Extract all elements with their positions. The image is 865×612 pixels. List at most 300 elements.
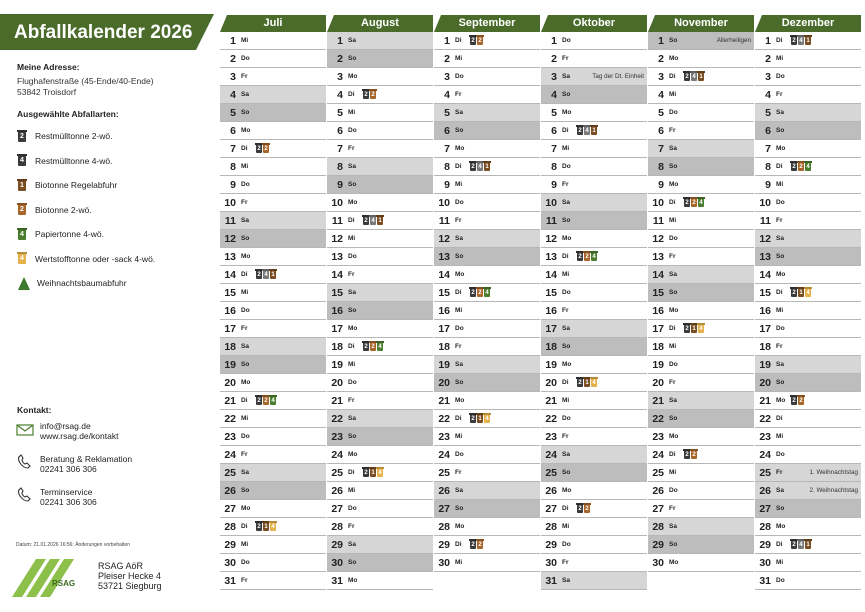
day-number: 5 — [230, 106, 236, 119]
day-row — [648, 374, 754, 392]
weekday: Fr — [455, 217, 462, 224]
day-row — [434, 338, 540, 356]
contact-email[interactable]: info@rsag.de — [40, 421, 91, 431]
day-row — [648, 230, 754, 248]
address-heading: Meine Adresse: — [17, 62, 80, 72]
day-number: 25 — [545, 466, 557, 479]
weekday: Di — [241, 523, 248, 530]
contact-service2-row — [16, 487, 97, 507]
day-row — [755, 500, 861, 518]
weekday: Mo — [562, 235, 572, 242]
day-number: 10 — [759, 196, 771, 209]
day-number: 14 — [331, 268, 343, 281]
day-row — [434, 32, 540, 50]
day-row — [541, 536, 647, 554]
bio-regel-icon: 1 — [271, 272, 275, 278]
day-number: 19 — [224, 358, 236, 371]
day-number: 29 — [545, 538, 557, 551]
weekday: Sa — [562, 577, 570, 584]
day-number: 6 — [230, 124, 236, 137]
weekday: So — [241, 361, 250, 368]
weekday: So — [455, 127, 464, 134]
day-number: 7 — [337, 142, 343, 155]
day-number: 16 — [331, 304, 343, 317]
day-number: 4 — [230, 88, 236, 101]
day-row — [541, 248, 647, 266]
month-name: Dezember — [781, 17, 835, 29]
day-number: 31 — [331, 574, 343, 587]
restmuell-2-icon: 2 — [792, 38, 796, 44]
legend-item — [18, 251, 155, 267]
day-row — [541, 32, 647, 50]
day-number: 23 — [545, 430, 557, 443]
bio-2-icon: 2 — [799, 164, 803, 170]
weekday: Fr — [241, 451, 248, 458]
day-number: 28 — [545, 520, 557, 533]
weekday: Do — [562, 289, 571, 296]
month-column — [755, 15, 861, 590]
service2-phone[interactable]: 02241 306 306 — [40, 497, 97, 507]
papier-4-icon: 4 — [699, 200, 703, 206]
day-row — [327, 536, 433, 554]
day-number: 6 — [551, 124, 557, 137]
day-row — [327, 482, 433, 500]
weekday: Fr — [455, 343, 462, 350]
day-number: 8 — [230, 160, 236, 173]
day-row — [327, 212, 433, 230]
month-column — [327, 15, 433, 590]
day-row — [220, 176, 326, 194]
day-number: 18 — [545, 340, 557, 353]
weekday: Mo — [455, 145, 465, 152]
day-number: 13 — [438, 250, 450, 263]
phone-icon — [16, 454, 36, 470]
legend-item — [18, 128, 112, 144]
weekday: So — [241, 235, 250, 242]
day-number: 1 — [765, 34, 771, 47]
weekday: Mo — [562, 487, 572, 494]
day-number: 20 — [759, 376, 771, 389]
weekday: Do — [348, 253, 357, 260]
day-row — [755, 230, 861, 248]
day-number: 14 — [224, 268, 236, 281]
day-number: 12 — [652, 232, 664, 245]
day-number: 8 — [337, 160, 343, 173]
weekday: Mo — [562, 109, 572, 116]
weekday: Sa — [562, 199, 570, 206]
weekday: Do — [562, 541, 571, 548]
day-number: 27 — [331, 502, 343, 515]
weekday: Di — [455, 37, 462, 44]
day-number: 3 — [765, 70, 771, 83]
day-number: 28 — [224, 520, 236, 533]
pickup-bins — [469, 36, 483, 45]
day-number: 21 — [652, 394, 664, 407]
day-number: 26 — [652, 484, 664, 497]
month-name: Oktober — [572, 17, 616, 29]
weekday: Sa — [241, 91, 249, 98]
day-number: 20 — [438, 376, 450, 389]
day-number: 23 — [331, 430, 343, 443]
bio-regel-icon: 1 — [592, 128, 596, 134]
wertstoff-4-icon: 4 — [378, 470, 382, 476]
day-row — [541, 122, 647, 140]
weekday: Mi — [241, 541, 249, 548]
pickup-bins — [255, 396, 276, 405]
day-number: 1 — [230, 34, 236, 47]
weekday: Fr — [776, 469, 783, 476]
day-row — [541, 104, 647, 122]
day-number: 14 — [759, 268, 771, 281]
pickup-bins — [790, 540, 811, 549]
weekday: Do — [776, 199, 785, 206]
day-row — [648, 554, 754, 572]
papier-4-icon: 4 — [18, 229, 26, 240]
wertstoff-4-icon: 4 — [806, 290, 810, 296]
day-row — [541, 356, 647, 374]
day-number: 30 — [652, 556, 664, 569]
day-number: 21 — [545, 394, 557, 407]
day-number: 16 — [224, 304, 236, 317]
day-number: 22 — [331, 412, 343, 425]
day-number: 25 — [759, 466, 771, 479]
day-row — [434, 554, 540, 572]
weekday: Mi — [669, 91, 677, 98]
org-street: Pleiser Hecke 4 — [98, 571, 162, 581]
weekday: Sa — [669, 145, 677, 152]
weekday: Mi — [669, 343, 677, 350]
day-number: 24 — [652, 448, 664, 461]
weekday: Mo — [241, 253, 251, 260]
restmuell-2-icon: 2 — [792, 290, 796, 296]
weekday: Mo — [669, 307, 679, 314]
day-number: 12 — [759, 232, 771, 245]
restmuell-4-icon: 4 — [264, 272, 268, 278]
day-row — [327, 230, 433, 248]
weekday: Mi — [241, 415, 249, 422]
day-row — [648, 482, 754, 500]
weekday: Fr — [669, 127, 676, 134]
day-number: 9 — [230, 178, 236, 191]
day-number: 27 — [545, 502, 557, 515]
weekday: Di — [241, 271, 248, 278]
day-number: 16 — [652, 304, 664, 317]
holiday-note: 2. Weihnachtstag — [809, 487, 858, 494]
holiday-note: 1. Weihnachtstag — [809, 469, 858, 476]
day-number: 26 — [224, 484, 236, 497]
weekday: Do — [241, 433, 250, 440]
weekday: Sa — [562, 73, 570, 80]
restmuell-2-icon: 2 — [685, 452, 689, 458]
day-row — [755, 518, 861, 536]
day-number: 11 — [438, 214, 450, 227]
weekday: Mi — [241, 163, 249, 170]
pickup-bins — [683, 324, 704, 333]
day-row — [648, 338, 754, 356]
pickup-bins — [362, 342, 383, 351]
weekday: Di — [776, 289, 783, 296]
weekday: Mi — [669, 469, 677, 476]
papier-4-icon: 4 — [485, 290, 489, 296]
day-row — [434, 284, 540, 302]
weekday: Mi — [348, 109, 356, 116]
day-row — [327, 302, 433, 320]
day-number: 3 — [444, 70, 450, 83]
day-number: 11 — [545, 214, 557, 227]
day-number: 16 — [545, 304, 557, 317]
day-number: 25 — [224, 466, 236, 479]
day-row — [327, 68, 433, 86]
weekday: Mi — [776, 55, 784, 62]
weekday: Di — [455, 415, 462, 422]
contact-web[interactable]: www.rsag.de/kontakt — [40, 431, 119, 441]
day-row — [220, 86, 326, 104]
papier-4-icon: 4 — [271, 398, 275, 404]
legend-item — [18, 226, 104, 242]
day-row — [220, 320, 326, 338]
day-row — [327, 320, 433, 338]
day-row — [648, 122, 754, 140]
day-row — [541, 572, 647, 590]
weekday: Mi — [348, 361, 356, 368]
weekday: Di — [455, 289, 462, 296]
day-number: 19 — [331, 358, 343, 371]
day-row — [327, 356, 433, 374]
day-number: 29 — [438, 538, 450, 551]
day-row — [755, 140, 861, 158]
day-row — [434, 446, 540, 464]
bio-regel-icon: 1 — [806, 38, 810, 44]
weekday: Sa — [776, 109, 784, 116]
day-row — [755, 158, 861, 176]
restmuell-4-icon: 4 — [692, 74, 696, 80]
legend-label: Biotonne Regelabfuhr — [35, 180, 118, 190]
weekday: Do — [562, 37, 571, 44]
weekday: Sa — [562, 325, 570, 332]
weekday: Fr — [669, 505, 676, 512]
weekday: Do — [241, 55, 250, 62]
restmuell-2-icon: 2 — [792, 164, 796, 170]
day-row — [327, 32, 433, 50]
day-row — [541, 374, 647, 392]
weekday: Mi — [455, 433, 463, 440]
bio-2-icon: 2 — [692, 452, 696, 458]
day-number: 6 — [658, 124, 664, 137]
day-number: 30 — [331, 556, 343, 569]
day-number: 18 — [331, 340, 343, 353]
day-row — [541, 320, 647, 338]
day-row — [327, 194, 433, 212]
day-number: 23 — [652, 430, 664, 443]
day-number: 19 — [545, 358, 557, 371]
weekday: Fr — [455, 91, 462, 98]
weekday: So — [669, 37, 678, 44]
weekday: Do — [455, 199, 464, 206]
month-header — [220, 15, 326, 32]
weekday: Fr — [348, 397, 355, 404]
weekday: Mo — [562, 361, 572, 368]
weekday: Mo — [348, 577, 358, 584]
bio-2-icon: 2 — [264, 398, 268, 404]
day-number: 22 — [545, 412, 557, 425]
day-number: 4 — [337, 88, 343, 101]
day-row — [327, 266, 433, 284]
weekday: Sa — [348, 415, 356, 422]
org-address — [98, 561, 162, 591]
day-number: 8 — [444, 160, 450, 173]
day-row — [434, 320, 540, 338]
weekday: Di — [669, 199, 676, 206]
bio-regel-icon: 1 — [264, 524, 268, 530]
day-row — [220, 212, 326, 230]
day-row — [755, 572, 861, 590]
org-name: RSAG AöR — [98, 561, 144, 571]
day-row — [434, 500, 540, 518]
day-number: 3 — [658, 70, 664, 83]
weekday: Sa — [776, 235, 784, 242]
address-line-1: Flughafenstraße (45-Ende/40-Ende) — [17, 76, 154, 86]
weekday: Di — [562, 253, 569, 260]
day-row — [648, 68, 754, 86]
contact-service1-row — [16, 454, 132, 474]
day-row — [434, 86, 540, 104]
legend-label: Restmülltonne 4-wö. — [35, 155, 113, 166]
weekday: Mi — [562, 397, 570, 404]
day-number: 10 — [331, 196, 343, 209]
day-number: 27 — [759, 502, 771, 515]
weekday: Do — [669, 109, 678, 116]
weekday: Mo — [776, 271, 786, 278]
pickup-bins — [255, 522, 276, 531]
restmuell-2-icon: 2 — [578, 380, 582, 386]
weekday: Sa — [776, 361, 784, 368]
day-row — [541, 194, 647, 212]
weekday: Mi — [241, 289, 249, 296]
weekday: So — [348, 559, 357, 566]
weekday: Do — [669, 487, 678, 494]
day-row — [220, 140, 326, 158]
legend-label: Weihnachtsbaumabfuhr — [37, 278, 127, 288]
day-number: 22 — [438, 412, 450, 425]
weekday: So — [776, 505, 785, 512]
day-number: 17 — [545, 322, 557, 335]
day-number: 8 — [551, 160, 557, 173]
day-number: 22 — [652, 412, 664, 425]
day-row — [755, 356, 861, 374]
weekday: Do — [455, 451, 464, 458]
bio-2-icon: 2 — [478, 542, 482, 548]
weekday: So — [669, 289, 678, 296]
day-row — [434, 356, 540, 374]
day-row — [434, 68, 540, 86]
day-row — [541, 230, 647, 248]
day-number: 15 — [545, 286, 557, 299]
weekday: Sa — [669, 397, 677, 404]
legend-item — [18, 202, 92, 218]
weekday: So — [776, 379, 785, 386]
day-row — [434, 50, 540, 68]
day-row — [220, 518, 326, 536]
weekday: Di — [776, 541, 783, 548]
day-row — [648, 86, 754, 104]
rsag-logo — [12, 557, 82, 597]
day-row — [648, 518, 754, 536]
day-row — [327, 446, 433, 464]
day-number: 30 — [545, 556, 557, 569]
weekday: Sa — [348, 163, 356, 170]
day-number: 10 — [224, 196, 236, 209]
day-row — [327, 572, 433, 590]
month-column — [434, 15, 540, 572]
day-row — [434, 518, 540, 536]
bio-regel-icon: 1 — [585, 380, 589, 386]
logo-shape — [12, 557, 82, 597]
weekday: Do — [241, 307, 250, 314]
day-number: 14 — [438, 268, 450, 281]
pickup-bins — [362, 468, 383, 477]
weekday: Do — [455, 325, 464, 332]
weekday: So — [241, 487, 250, 494]
pickup-bins — [362, 90, 376, 99]
bio-2-icon: 2 — [371, 92, 375, 98]
weekday: Mo — [776, 145, 786, 152]
day-number: 9 — [444, 178, 450, 191]
day-number: 16 — [438, 304, 450, 317]
day-number: 12 — [224, 232, 236, 245]
day-number: 24 — [224, 448, 236, 461]
day-row — [541, 518, 647, 536]
weekday: So — [776, 127, 785, 134]
pickup-bins — [790, 36, 811, 45]
weekday: Sa — [455, 361, 463, 368]
day-number: 19 — [438, 358, 450, 371]
day-row — [648, 392, 754, 410]
weekday: Mi — [776, 181, 784, 188]
day-row — [434, 230, 540, 248]
day-number: 26 — [759, 484, 771, 497]
legend-item — [18, 177, 117, 193]
bio-2-icon: 2 — [371, 344, 375, 350]
day-row — [648, 428, 754, 446]
weekday: Do — [348, 379, 357, 386]
contact-heading: Kontakt: — [17, 405, 52, 415]
day-number: 9 — [658, 178, 664, 191]
month-header — [541, 15, 647, 32]
service1-phone[interactable]: 02241 306 306 — [40, 464, 97, 474]
weekday: Di — [776, 163, 783, 170]
restmuell-2-icon: 2 — [471, 38, 475, 44]
day-row — [755, 86, 861, 104]
weekday: Fr — [348, 523, 355, 530]
weekday: Mi — [348, 487, 356, 494]
day-number: 29 — [759, 538, 771, 551]
day-row — [220, 464, 326, 482]
day-row — [648, 356, 754, 374]
day-row — [648, 464, 754, 482]
wertstoff-4-icon: 4 — [18, 253, 26, 264]
day-row — [327, 104, 433, 122]
address-line-2: 53842 Troisdorf — [17, 87, 77, 97]
wertstoff-4-icon: 4 — [271, 524, 275, 530]
restmuell-4-icon: 4 — [478, 164, 482, 170]
day-row — [220, 194, 326, 212]
day-row — [541, 446, 647, 464]
day-number: 28 — [331, 520, 343, 533]
day-row — [220, 284, 326, 302]
day-number: 25 — [331, 466, 343, 479]
weekday: Do — [241, 181, 250, 188]
day-row — [755, 104, 861, 122]
